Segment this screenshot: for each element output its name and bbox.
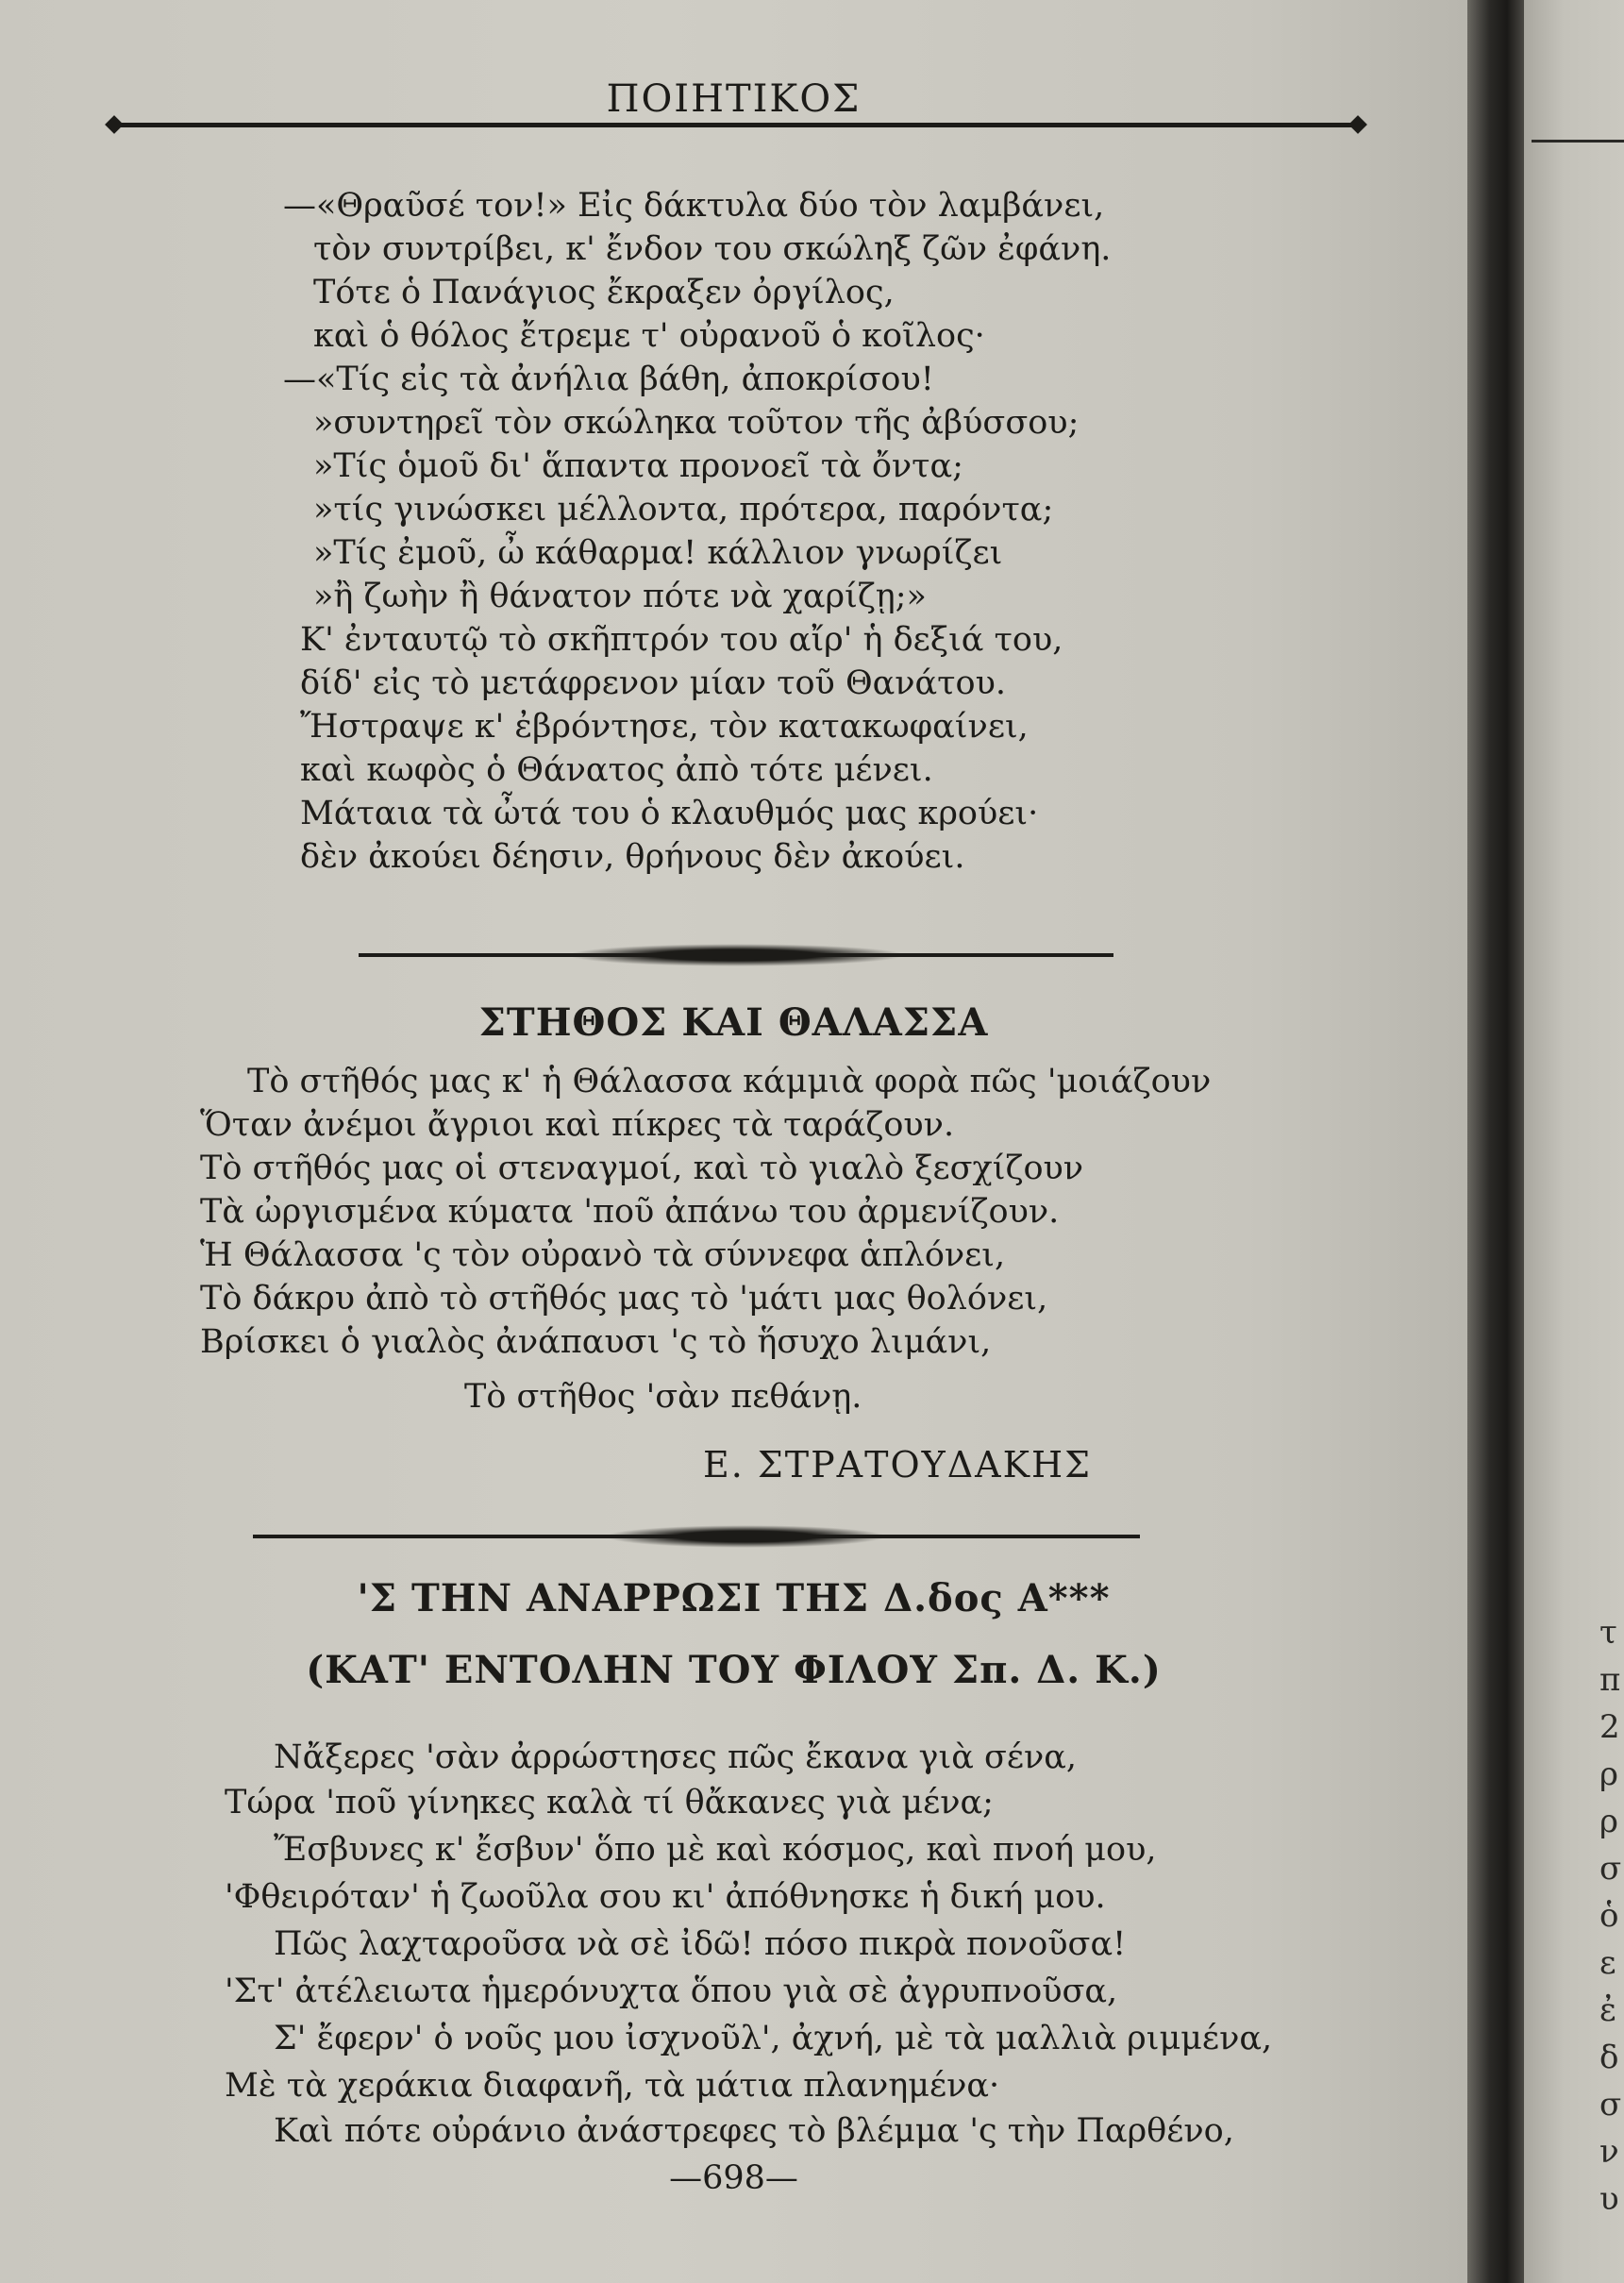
poem-line: δίδ' εἰς τὸ μετάφρενον μίαν τοῦ Θανάτου. <box>300 664 1007 702</box>
poem-line: Μάταια τὰ ὦτά του ὁ κλαυθμός μας κρούει· <box>300 795 1039 832</box>
facing-page-fragment: ἐ <box>1599 1991 1617 2029</box>
poem-line: Νἄξερες 'σὰν ἀρρώστησες πῶς ἔκανα γιὰ σένα, <box>274 1738 1078 1776</box>
poem-line: Πῶς λαχταροῦσα νὰ σὲ ἰδῶ! πόσο πικρὰ πονοῦσα! <box>274 1925 1127 1963</box>
header-rule <box>113 123 1359 127</box>
poem-line: Τότε ὁ Πανάγιος ἔκραξεν ὀργίλος, <box>313 274 895 311</box>
poem-line: Σ' ἔφερν' ὁ νοῦς μου ἰσχνοῦλ', ἀχνή, μὲ τὰ μαλλιὰ ριμμένα, <box>274 2020 1273 2057</box>
poem-title: ΣΤΗΘΟΣ ΚΑΙ ΘΑΛΑΣΣΑ <box>478 1000 989 1045</box>
poem-line: Τὸ δάκρυ ἀπὸ τὸ στῆθός μας τὸ 'μάτι μας θολόνει, <box>200 1280 1048 1318</box>
ornament-flourish <box>566 944 906 966</box>
facing-page-fragment: ρ <box>1599 1803 1618 1840</box>
poem-line: »Τίς ἐμοῦ, ὦ κάθαρμα! κάλλιον γνωρίζει <box>313 534 1003 572</box>
facing-page-rule <box>1532 140 1624 143</box>
poem-line: Τὸ στῆθός μας κ' ἡ Θάλασσα κάμμιὰ φορὰ πῶς 'μοιάζουν <box>247 1063 1212 1100</box>
running-header: ΠΟΙΗΤΙΚΟΣ <box>606 77 862 121</box>
facing-page-fragment: 2 <box>1599 1708 1620 1746</box>
poem-line: τὸν συντρίβει, κ' ἔνδον του σκώληξ ζῶν ἐφάνη. <box>313 230 1112 268</box>
poem-line: καὶ κωφὸς ὁ Θάνατος ἀπὸ τότε μένει. <box>300 751 933 789</box>
poem-line: Βρίσκει ὁ γιαλὸς ἀνάπαυσι 'ς τὸ ἥσυχο λιμάνι, <box>200 1323 992 1361</box>
facing-page-fragment: ν <box>1599 2133 1619 2171</box>
author-signature: Ε. ΣΤΡΑΤΟΥΔΑΚΗΣ <box>703 1444 1092 1486</box>
facing-page-fragment: υ <box>1599 2180 1619 2218</box>
facing-page-fragment: ε <box>1599 1944 1616 1982</box>
facing-page-fragment: ρ <box>1599 1755 1618 1793</box>
poem-line: Ἔσβυνες κ' ἔσβυν' ὅπο μὲ καὶ κόσμος, καὶ πνοή μου, <box>274 1831 1157 1869</box>
poem-line: 'Στ' ἀτέλειωτα ἡμερόνυχτα ὅπου γιὰ σὲ ἀγρυπνοῦσα, <box>225 1972 1118 2010</box>
facing-page-edge <box>1524 0 1624 2283</box>
poem-title: 'Σ ΤΗΝ ΑΝΑΡΡΩΣΙ ΤΗΣ Δ.δος Α*** <box>357 1576 1111 1620</box>
poem-line: —«Τίς εἰς τὰ ἀνήλια βάθη, ἀποκρίσου! <box>283 361 934 398</box>
poem-line: —«Θραῦσέ τον!» Εἰς δάκτυλα δύο τὸν λαμβάνει, <box>283 187 1105 225</box>
poem-line: Ὅταν ἀνέμοι ἄγριοι καὶ πίκρες τὰ ταράζουν. <box>200 1106 955 1144</box>
poem-line: 'Φθειρόταν' ἡ ζωοῦλα σου κι' ἀπόθνησκε ἡ δική μου. <box>225 1878 1106 1916</box>
facing-page-fragment: τ <box>1599 1614 1617 1652</box>
facing-page-fragment: σ <box>1599 1850 1622 1888</box>
poem-line: Ἤστραψε κ' ἐβρόντησε, τὸν κατακωφαίνει, <box>300 708 1029 746</box>
facing-page-fragment: ὁ <box>1599 1897 1619 1935</box>
poem-line: Ἡ Θάλασσα 'ς τὸν οὐρανὸ τὰ σύννεφα ἁπλόνει, <box>200 1236 1006 1274</box>
poem-line: δὲν ἀκούει δέησιν, θρήνους δὲν ἀκούει. <box>300 838 965 876</box>
page-number: —698— <box>669 2159 798 2197</box>
facing-page-fragment: σ <box>1599 2086 1622 2124</box>
poem-subtitle: (ΚΑΤ' ΕΝΤΟΛΗΝ ΤΟΥ ΦΙΛΟΥ Σπ. Δ. Κ.) <box>306 1648 1162 1692</box>
poem-line: Καὶ πότε οὐράνιο ἀνάστρεφες τὸ βλέμμα 'ς τὴν Παρθένο, <box>274 2112 1234 2150</box>
facing-page-fragment: π <box>1599 1661 1621 1699</box>
poem-line: »Τίς ὁμοῦ δι' ἅπαντα προνοεῖ τὰ ὄντα; <box>313 447 963 485</box>
poem-line: »τίς γινώσκει μέλλοντα, πρότερα, παρόντα; <box>313 491 1054 529</box>
poem-line: καὶ ὁ θόλος ἔτρεμε τ' οὐρανοῦ ὁ κοῖλος· <box>313 317 985 355</box>
poem-line: Τὸ στῆθός μας οἱ στεναγμοί, καὶ τὸ γιαλὸ ξεσχίζουν <box>200 1150 1084 1187</box>
book-spine <box>1467 0 1524 2283</box>
poem-line: Κ' ἐνταυτῷ τὸ σκῆπτρόν του αἴρ' ἡ δεξιά του, <box>300 621 1063 659</box>
poem-line: »συντηρεῖ τὸν σκώληκα τοῦτον τῆς ἀβύσσου; <box>313 404 1080 442</box>
poem-line: Τώρα 'ποῦ γίνηκες καλὰ τί θἄκανες γιὰ μένα; <box>225 1784 994 1821</box>
ornament-flourish <box>604 1525 887 1548</box>
facing-page-fragment: δ <box>1599 2039 1619 2076</box>
poem-line: »ἢ ζωὴν ἢ θάνατον πότε νὰ χαρίζῃ;» <box>313 578 927 615</box>
poem-line: Τὸ στῆθος 'σὰν πεθάνῃ. <box>464 1378 862 1416</box>
poem-line: Μὲ τὰ χεράκια διαφανῆ, τὰ μάτια πλανημένα· <box>225 2067 1000 2105</box>
poem-line: Τὰ ὠργισμένα κύματα 'ποῦ ἀπάνω του ἀρμενίζουν. <box>200 1193 1060 1231</box>
